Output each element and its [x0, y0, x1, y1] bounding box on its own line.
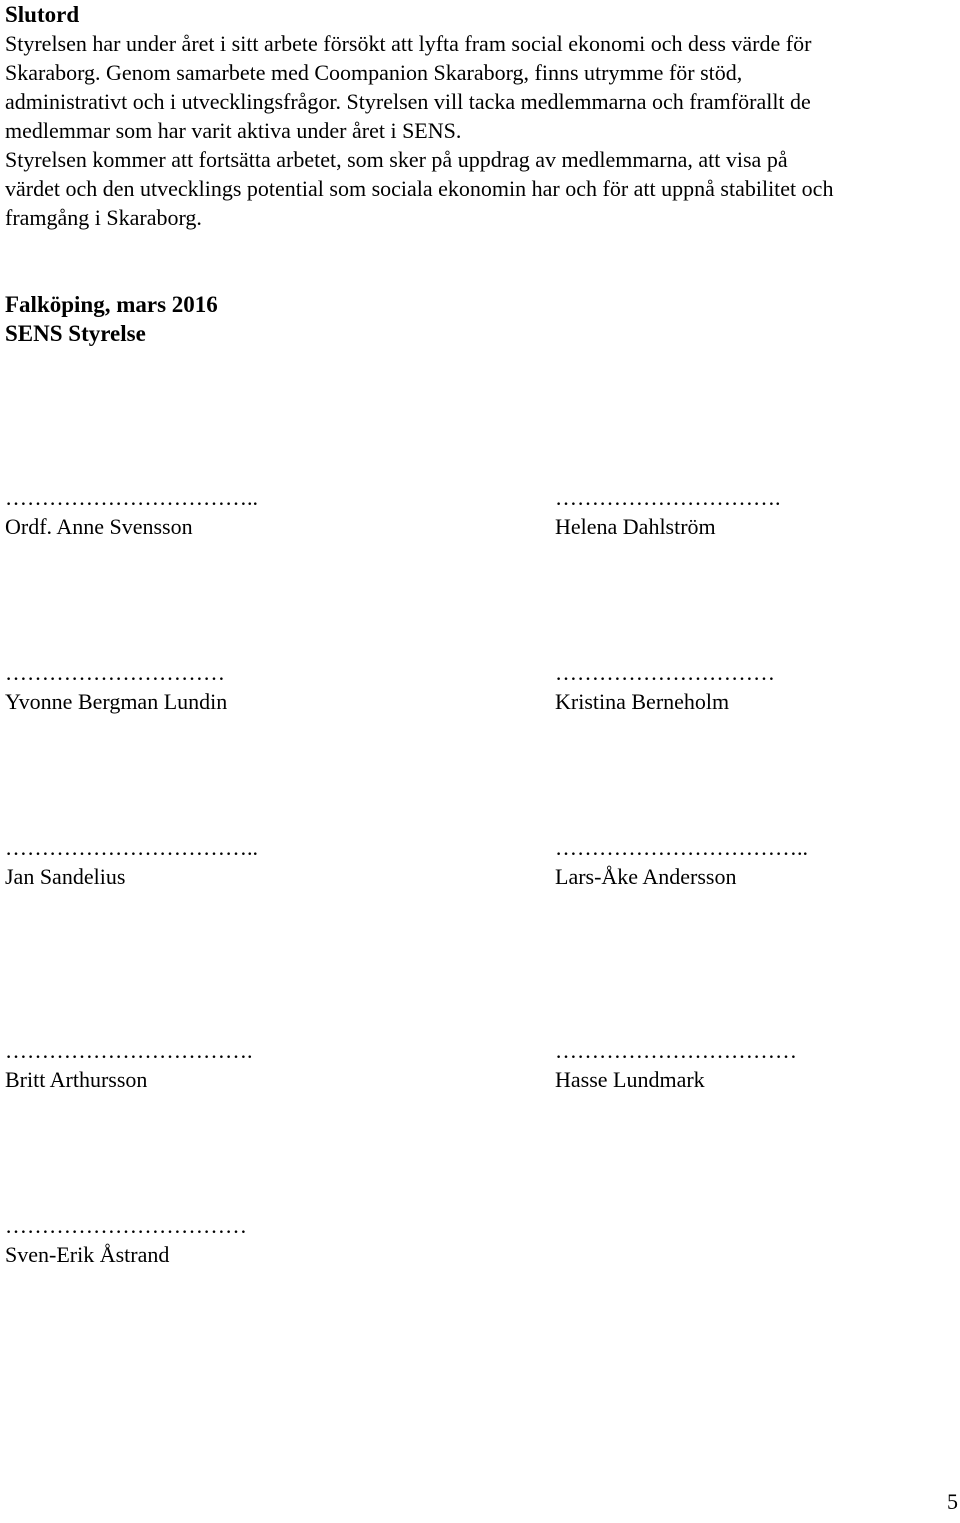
signature-block-lars-ake-andersson — [555, 833, 955, 891]
signatory-name: Helena Dahlström — [555, 514, 716, 539]
signature-block-helena-dahlstrom — [555, 483, 955, 541]
signature-line: …………………………… — [5, 1213, 247, 1238]
signature-block-jan-sandelius — [5, 833, 405, 891]
signature-block-kristina-berneholm — [555, 658, 955, 716]
signature-line: …………………………. — [555, 485, 781, 510]
place-and-date: Falköping, mars 2016 — [5, 292, 218, 317]
signature-line: ……………………………. — [5, 1038, 253, 1063]
section-heading: Slutord — [5, 2, 80, 27]
page-number: 5 — [947, 1489, 958, 1514]
signatory-name: Ordf. Anne Svensson — [5, 514, 193, 539]
signature-line: …………………………….. — [5, 835, 258, 860]
signature-block-anne-svensson — [5, 483, 405, 541]
signature-block-britt-arthursson — [5, 1036, 405, 1094]
signature-block-hasse-lundmark — [555, 1036, 955, 1094]
signature-block-sven-erik-astrand — [5, 1211, 405, 1269]
signatory-name: Britt Arthursson — [5, 1067, 148, 1092]
signatory-name: Hasse Lundmark — [555, 1067, 705, 1092]
closing-paragraph-2: Styrelsen kommer att fortsätta arbetet, som sker på uppdrag av medlemmarna, att visa på värdet och den utvecklings potential som sociala ekonomin har och för att uppnå stabilitet och framgång i Skaraborg. — [5, 147, 834, 230]
signatory-name: Yvonne Bergman Lundin — [5, 689, 228, 714]
signature-line: …………………………… — [555, 1038, 797, 1063]
signature-line: ………………………… — [555, 660, 775, 685]
signatory-name: Kristina Berneholm — [555, 689, 730, 714]
signatory-name: Jan Sandelius — [5, 864, 126, 889]
signature-line: …………………………….. — [555, 835, 808, 860]
signatory-name: Sven-Erik Åstrand — [5, 1242, 170, 1267]
signature-line: ………………………… — [5, 660, 225, 685]
closing-paragraph-1: Styrelsen har under året i sitt arbete försökt att lyfta fram social ekonomi och dess värde för Skaraborg. Genom samarbete med Coompanion Skaraborg, finns utrymme för stöd, administrativt och i utvecklingsfrågor. Styrelsen vill tacka medlemmarna och framförallt de medlemmar som har varit aktiva under året i SENS. — [5, 31, 812, 143]
board-label: SENS Styrelse — [5, 321, 146, 346]
signatory-name: Lars-Åke Andersson — [555, 864, 737, 889]
signature-line: …………………………….. — [5, 485, 258, 510]
signature-block-yvonne-bergman-lundin — [5, 658, 405, 716]
